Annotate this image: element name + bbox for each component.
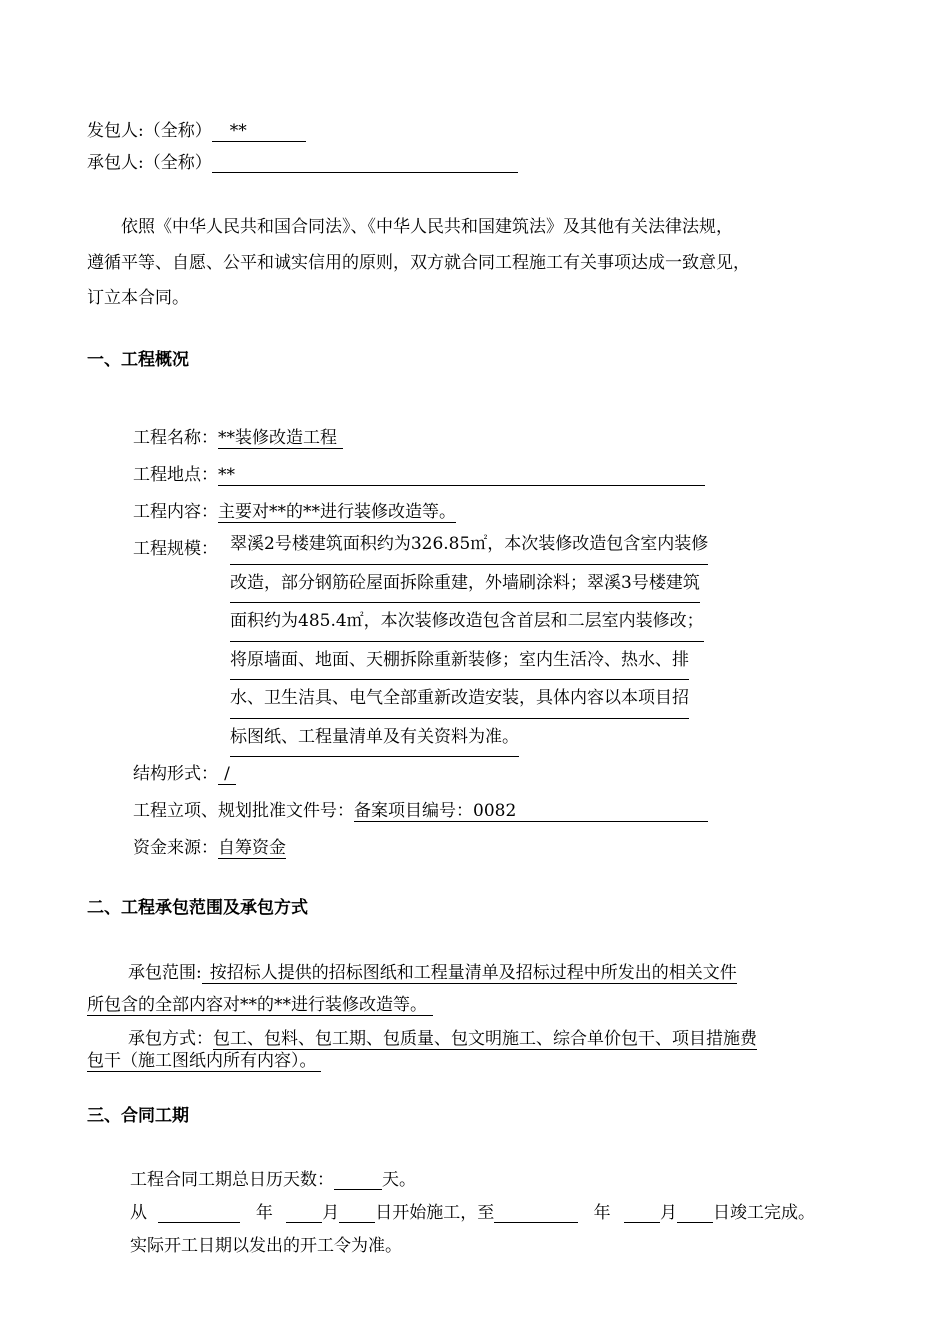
project-scale-label: 工程规模：	[133, 539, 218, 559]
project-location-line	[133, 460, 705, 486]
method-line-2	[87, 1046, 321, 1072]
start-month-label: 月	[322, 1203, 340, 1223]
total-days-field[interactable]	[334, 1171, 382, 1190]
structure-label: 结构形式：	[133, 764, 218, 784]
structure-field[interactable]: /	[218, 764, 236, 785]
actual-start-line: 实际开工日期以发出的开工令为准。	[130, 1236, 402, 1256]
project-content-field[interactable]: 主要对**的**进行装修改造等。	[218, 497, 456, 523]
scale-line-3: 面积约为485.4㎡，本次装修改造包含首层和二层室内装修改；	[230, 603, 704, 642]
scope-field-1[interactable]: 按招标人提供的招标图纸和工程量清单及招标过程中所发出的相关文件	[202, 958, 737, 984]
project-content-line	[133, 497, 456, 523]
contractor-label: 承包人:（全称）	[87, 153, 212, 173]
preamble-line-1: 依照《中华人民共和国合同法》、《中华人民共和国建筑法》及其他有关法律法规，	[121, 217, 733, 237]
end-suffix: 日竣工完成。	[713, 1203, 816, 1223]
funding-line	[133, 833, 286, 859]
scale-line-2: 改造，部分钢筋砼屋面拆除重建，外墙刷涂料；翠溪3号楼建筑	[230, 565, 700, 604]
end-year-label: 年	[593, 1203, 611, 1223]
end-month-label: 月	[660, 1203, 678, 1223]
scope-field-2[interactable]: 所包含的全部内容对**的**进行装修改造等。	[87, 990, 433, 1016]
project-name-label: 工程名称：	[133, 428, 218, 448]
employer-label: 发包人:（全称）	[87, 121, 212, 141]
total-days-label: 工程合同工期总日历天数：	[130, 1170, 334, 1190]
scope-label: 承包范围:	[128, 963, 202, 983]
structure-line	[133, 759, 236, 785]
section2-title: 二、工程承包范围及承包方式	[87, 898, 308, 918]
from-label: 从	[130, 1203, 147, 1223]
scope-line-1	[128, 958, 737, 984]
funding-field[interactable]: 自筹资金	[218, 833, 286, 859]
section1-title: 一、工程概况	[87, 350, 189, 370]
project-location-label: 工程地点：	[133, 465, 218, 485]
end-year-field[interactable]	[494, 1204, 578, 1223]
scale-line-5: 水、卫生洁具、电气全部重新改造安装，具体内容以本项目招	[230, 680, 689, 719]
employer-field[interactable]: **	[212, 121, 306, 142]
scale-line-1: 翠溪2号楼建筑面积约为326.85㎡，本次装修改造包含室内装修	[230, 526, 708, 565]
scale-line-4: 将原墙面、地面、天棚拆除重新装修；室内生活冷、热水、排	[230, 642, 689, 681]
total-days-unit: 天。	[382, 1170, 416, 1190]
end-month-field[interactable]	[624, 1204, 660, 1223]
scope-line-2	[87, 990, 433, 1016]
scale-line-6: 标图纸、工程量清单及有关资料为准。	[230, 719, 519, 758]
start-suffix: 日开始施工，至	[375, 1203, 495, 1223]
approval-line	[133, 796, 708, 822]
project-location-field[interactable]: **	[218, 465, 705, 486]
project-name-field[interactable]: **装修改造工程	[218, 423, 343, 449]
schedule-line	[130, 1198, 815, 1223]
total-days-line	[130, 1165, 416, 1190]
project-name-line	[133, 423, 343, 449]
method-field-2[interactable]: 包干（施工图纸内所有内容）。	[87, 1046, 321, 1072]
funding-label: 资金来源：	[133, 838, 218, 858]
method-field-1[interactable]: 包工、包料、包工期、包质量、包文明施工、综合单价包干、项目措施费	[213, 1024, 757, 1050]
method-label: 承包方式：	[128, 1029, 213, 1049]
start-day-field[interactable]	[339, 1204, 375, 1223]
contractor-line	[87, 148, 518, 173]
start-month-field[interactable]	[286, 1204, 322, 1223]
employer-line	[87, 116, 306, 142]
project-content-label: 工程内容：	[133, 502, 218, 522]
approval-label: 工程立项、规划批准文件号：	[133, 801, 354, 821]
contractor-field[interactable]	[212, 152, 518, 173]
approval-field[interactable]: 备案项目编号：0082	[354, 796, 708, 822]
section3-title: 三、合同工期	[87, 1106, 189, 1126]
start-year-label: 年	[255, 1203, 273, 1223]
project-scale-field[interactable]	[230, 526, 760, 757]
preamble-line-3: 订立本合同。	[87, 288, 189, 308]
end-day-field[interactable]	[677, 1204, 713, 1223]
preamble-line-2: 遵循平等、自愿、公平和诚实信用的原则，双方就合同工程施工有关事项达成一致意见，	[87, 253, 750, 273]
start-year-field[interactable]	[158, 1204, 240, 1223]
